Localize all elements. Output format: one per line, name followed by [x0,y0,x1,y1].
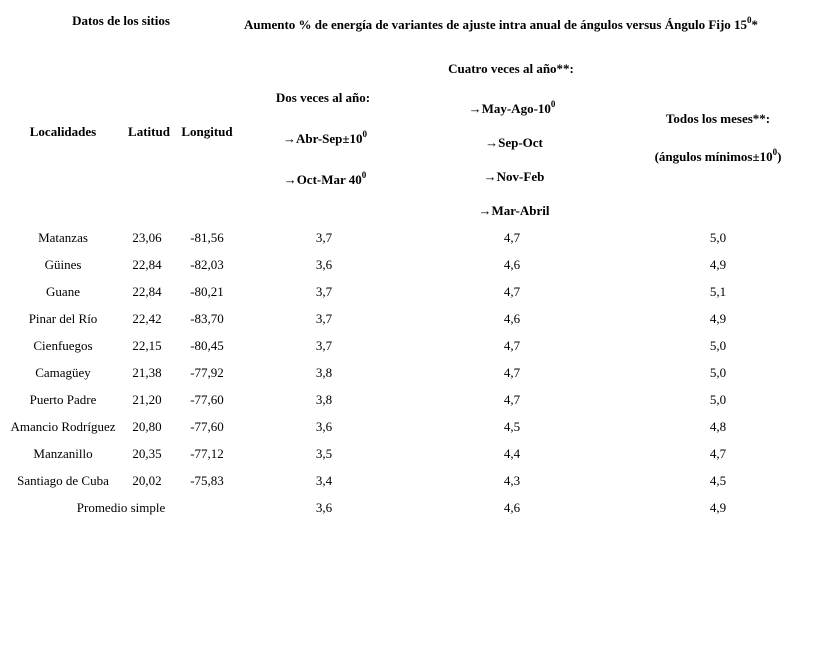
cell-longitud: -77,92 [190,365,224,380]
degree-superscript: 0 [361,170,367,180]
cell-longitud: -81,56 [190,230,224,245]
cell-localidad: Santiago de Cuba [17,473,109,488]
cell-dos-veces: 3,8 [315,365,333,380]
cell-cuatro-veces: 4,7 [503,284,521,299]
cell-longitud: -80,21 [190,284,224,299]
dos-veces-line-2-text: →Oct-Mar 40 [283,172,362,187]
cell-localidad: Camagüey [35,365,91,380]
cell-cuatro-veces: 4,7 [503,365,521,380]
main-title-text: Aumento % de energía de variantes de ajuste intra anual de ángulos versus Ángulo Fijo 15 [244,17,748,32]
cell-cuatro-veces: 4,7 [503,230,521,245]
todos-meses-line-1-text: (ángulos mínimos±10 [654,149,773,164]
cell-dos-veces: 3,7 [315,311,333,326]
cuatro-veces-line-2: →Sep-Oct [485,135,543,150]
cell-longitud: -80,45 [190,338,224,353]
cell-localidad: Puerto Padre [29,392,97,407]
cell-latitud: 22,84 [132,284,162,299]
summary-dos-veces: 3,6 [315,500,333,515]
cell-dos-veces: 3,5 [315,446,333,461]
cell-cuatro-veces: 4,6 [503,311,521,326]
site-data-title: Datos de los sitios [72,13,170,28]
cell-latitud: 21,38 [132,365,162,380]
cell-todos-meses: 4,9 [709,257,727,272]
cell-todos-meses: 4,5 [709,473,727,488]
col-header-todos-meses-title: Todos los meses**: [665,111,771,126]
cell-latitud: 22,15 [132,338,162,353]
todos-meses-line-1 [655,149,782,165]
cell-latitud: 23,06 [132,230,162,245]
cell-localidad: Pinar del Río [28,311,98,326]
cell-longitud: -83,70 [190,311,224,326]
col-header-localidades: Localidades [29,124,97,139]
cell-longitud: -77,60 [190,392,224,407]
summary-label: Promedio simple [76,500,166,515]
summary-cuatro-veces: 4,6 [503,500,521,515]
cell-latitud: 20,35 [132,446,162,461]
col-header-latitud: Latitud [128,124,170,139]
cell-localidad: Guane [46,284,80,299]
cell-localidad: Matanzas [38,230,88,245]
dos-veces-line-2 [284,172,367,188]
cell-todos-meses: 5,0 [709,230,727,245]
cuatro-veces-line-1 [469,101,556,117]
cell-latitud: 20,80 [132,419,162,434]
degree-superscript: 0 [747,15,752,25]
cell-dos-veces: 3,6 [315,419,333,434]
cell-todos-meses: 5,0 [709,365,727,380]
cell-todos-meses: 4,8 [709,419,727,434]
cell-dos-veces: 3,7 [315,338,333,353]
cell-localidad: Amancio Rodríguez [10,419,116,434]
cuatro-veces-line-4: →Mar-Abril [478,203,550,218]
footnote-marker: * [751,17,759,32]
cell-dos-veces: 3,6 [315,257,333,272]
cell-longitud: -77,60 [190,419,224,434]
cell-longitud: -77,12 [190,446,224,461]
cell-todos-meses: 4,9 [709,311,727,326]
cell-todos-meses: 5,1 [709,284,727,299]
cell-latitud: 20,02 [132,473,162,488]
cell-cuatro-veces: 4,4 [503,446,521,461]
col-header-dos-veces-title: Dos veces al año: [275,90,371,105]
dos-veces-line-1-text: →Abr-Sep±10 [282,131,363,146]
cuatro-veces-line-3: →Nov-Feb [483,169,545,184]
cell-localidad: Manzanillo [33,446,93,461]
cell-longitud: -75,83 [190,473,224,488]
cell-todos-meses: 5,0 [709,392,727,407]
col-header-longitud: Longitud [181,124,233,139]
dos-veces-line-1 [283,131,367,147]
cell-cuatro-veces: 4,6 [503,257,521,272]
cell-todos-meses: 5,0 [709,338,727,353]
cell-dos-veces: 3,7 [315,284,333,299]
degree-superscript: 0 [772,147,778,157]
cell-cuatro-veces: 4,7 [503,392,521,407]
cell-latitud: 22,84 [132,257,162,272]
cuatro-veces-line-1-text: →May-Ago-10 [468,101,551,116]
cell-latitud: 22,42 [132,311,162,326]
degree-superscript: 0 [362,129,368,139]
todos-meses-line-1-end: ) [777,149,782,164]
cell-todos-meses: 4,7 [709,446,727,461]
cell-cuatro-veces: 4,3 [503,473,521,488]
cell-latitud: 21,20 [132,392,162,407]
summary-todos-meses: 4,9 [709,500,727,515]
cell-cuatro-veces: 4,5 [503,419,521,434]
cell-dos-veces: 3,4 [315,473,333,488]
main-title [244,17,758,33]
cell-localidad: Güines [44,257,82,272]
cell-cuatro-veces: 4,7 [503,338,521,353]
cell-localidad: Cienfuegos [33,338,93,353]
degree-superscript: 0 [550,99,556,109]
cell-dos-veces: 3,7 [315,230,333,245]
col-header-cuatro-veces-title: Cuatro veces al año**: [448,61,574,76]
cell-longitud: -82,03 [190,257,224,272]
cell-dos-veces: 3,8 [315,392,333,407]
